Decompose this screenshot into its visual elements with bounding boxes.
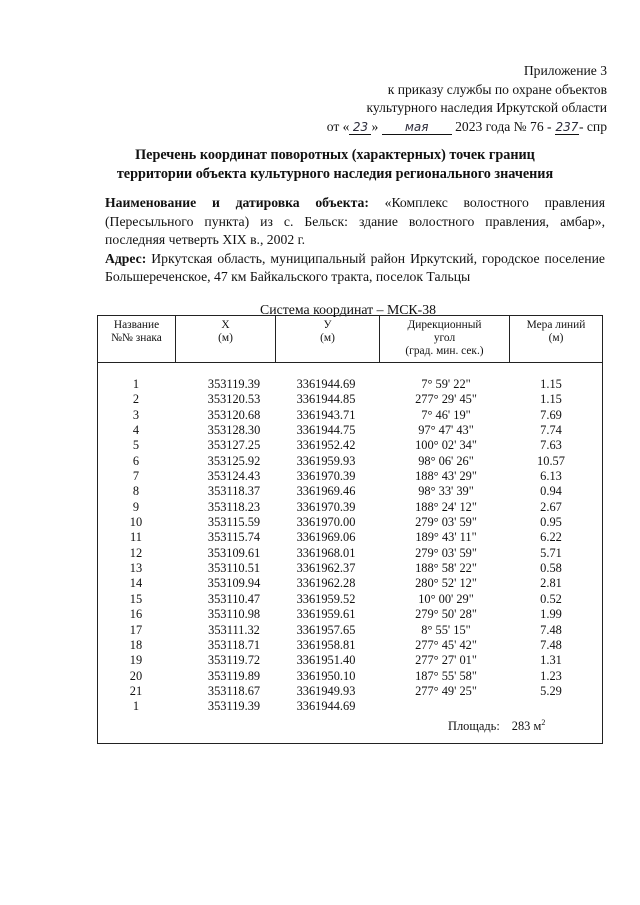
direction-angle: 280° 52' 12" bbox=[415, 576, 477, 591]
coord-y: 3361962.28 bbox=[296, 576, 356, 591]
coord-y: 3361959.61 bbox=[296, 607, 356, 622]
coord-y: 3361969.06 bbox=[296, 530, 356, 545]
coord-y: 3361949.93 bbox=[296, 683, 356, 698]
area-summary bbox=[448, 718, 545, 734]
coord-y: 3361957.65 bbox=[296, 622, 356, 637]
line-length: 1.99 bbox=[540, 607, 562, 622]
table-row bbox=[98, 561, 602, 576]
point-number: 7 bbox=[132, 469, 140, 484]
line-length: 2.67 bbox=[540, 499, 562, 514]
header-angle bbox=[380, 316, 509, 362]
coord-x: 353115.74 bbox=[207, 530, 261, 545]
line-length: 7.63 bbox=[540, 438, 562, 453]
point-number: 17 bbox=[129, 622, 143, 637]
direction-angle: 98° 06' 26" bbox=[418, 453, 474, 468]
coord-x: 353115.59 bbox=[207, 515, 261, 530]
table-row bbox=[98, 500, 602, 515]
object-name-paragraph bbox=[105, 194, 605, 250]
point-number: 21 bbox=[129, 683, 143, 698]
header-y-line: (м) bbox=[320, 332, 335, 344]
point-number: 14 bbox=[129, 576, 143, 591]
coord-x: 353110.47 bbox=[207, 591, 261, 606]
table-row bbox=[98, 684, 602, 699]
header-num-line: Название bbox=[113, 319, 160, 331]
table-body bbox=[98, 377, 602, 715]
table-row bbox=[98, 653, 602, 668]
line-length: 1.23 bbox=[540, 668, 562, 683]
point-number: 9 bbox=[132, 499, 140, 514]
table-row bbox=[98, 423, 602, 438]
table-row bbox=[98, 669, 602, 684]
direction-angle: 187° 55' 58" bbox=[415, 668, 477, 683]
header-angle-line: угол bbox=[433, 332, 456, 344]
table-row bbox=[98, 484, 602, 499]
table-row bbox=[98, 607, 602, 622]
line-length: 2.81 bbox=[540, 576, 562, 591]
table-row bbox=[98, 392, 602, 407]
table-header bbox=[98, 316, 602, 363]
point-number: 2 bbox=[132, 392, 140, 407]
direction-angle: 279° 50' 28" bbox=[415, 607, 477, 622]
coord-y: 3361943.71 bbox=[296, 407, 356, 422]
table-row bbox=[98, 454, 602, 469]
table-row bbox=[98, 592, 602, 607]
header-length bbox=[510, 316, 602, 362]
coord-x: 353119.72 bbox=[207, 653, 261, 668]
point-number: 15 bbox=[129, 591, 143, 606]
point-number: 12 bbox=[129, 545, 143, 560]
coord-x: 353118.23 bbox=[207, 499, 261, 514]
object-address-value: Иркутская область, муниципальный район Иркутский, городское поселение Большереченское, 47 км Байкальского тракта, поселок Тальцы bbox=[105, 250, 605, 285]
coord-x: 353119.89 bbox=[207, 668, 261, 683]
line-length: 5.29 bbox=[540, 683, 562, 698]
direction-angle: 7° 59' 22" bbox=[421, 377, 471, 391]
object-address-paragraph bbox=[105, 250, 605, 287]
coord-y: 3361968.01 bbox=[296, 545, 356, 560]
point-number: 1 bbox=[132, 699, 140, 714]
header-x bbox=[176, 316, 275, 362]
direction-angle: 277° 27' 01" bbox=[415, 653, 477, 668]
direction-angle: 279° 03' 59" bbox=[415, 545, 477, 560]
coordinates-table bbox=[97, 315, 603, 744]
header-x-line: (м) bbox=[218, 332, 233, 344]
line-length: 7.48 bbox=[540, 637, 562, 652]
appendix-number: Приложение 3 bbox=[523, 63, 607, 78]
table-row bbox=[98, 546, 602, 561]
coord-y: 3361951.40 bbox=[296, 653, 356, 668]
order-day-handwritten: 23 bbox=[349, 120, 371, 135]
table-row bbox=[98, 408, 602, 423]
header-y bbox=[276, 316, 379, 362]
area-unit-power: 2 bbox=[541, 718, 546, 727]
direction-angle: 279° 03' 59" bbox=[415, 515, 477, 530]
header-angle-line: (град. мин. сек.) bbox=[405, 345, 484, 357]
appendix-authority: культурного наследия Иркутской области bbox=[366, 100, 607, 115]
point-number: 8 bbox=[132, 484, 140, 499]
line-length: 0.58 bbox=[540, 561, 562, 576]
coord-y: 3361944.69 bbox=[296, 699, 356, 714]
header-length-line: (м) bbox=[548, 332, 564, 344]
order-suffix: - спр bbox=[578, 118, 607, 134]
table-caption: Система координат – МСК-38 bbox=[260, 302, 437, 317]
coord-x: 353128.30 bbox=[207, 423, 261, 438]
direction-angle: 7° 46' 19" bbox=[421, 407, 471, 422]
table-row bbox=[98, 623, 602, 638]
direction-angle: 277° 29' 45" bbox=[415, 392, 477, 407]
direction-angle: 8° 55' 15" bbox=[421, 622, 471, 637]
coord-y: 3361952.42 bbox=[296, 438, 356, 453]
direction-angle: 188° 24' 12" bbox=[415, 499, 477, 514]
header-angle-line: Дирекционный bbox=[407, 319, 482, 331]
line-length: 0.52 bbox=[540, 591, 562, 606]
header-num-line: №№ знака bbox=[111, 332, 162, 344]
area-value: 283 bbox=[511, 719, 531, 734]
coord-x: 353118.67 bbox=[207, 683, 261, 698]
header-num bbox=[98, 316, 175, 362]
direction-angle: 10° 00' 29" bbox=[418, 591, 474, 606]
line-length: 7.69 bbox=[540, 407, 562, 422]
point-number: 4 bbox=[132, 423, 140, 438]
table-row bbox=[98, 576, 602, 591]
coord-x: 353120.53 bbox=[207, 392, 261, 407]
line-length: 7.74 bbox=[540, 423, 562, 438]
coord-x: 353118.71 bbox=[207, 637, 261, 652]
coord-y: 3361950.10 bbox=[296, 668, 356, 683]
order-month-handwritten: мая bbox=[382, 120, 452, 135]
header-x-line: Х bbox=[221, 319, 230, 331]
coord-x: 353127.25 bbox=[207, 438, 261, 453]
point-number: 19 bbox=[129, 653, 143, 668]
coord-y: 3361962.37 bbox=[296, 561, 356, 576]
coord-y: 3361944.85 bbox=[296, 392, 356, 407]
object-name-value: «Комплекс волостного правления (Пересыльного пункта) из с. Бельск: здание волостного правления, амбар», последняя четверть XIX в., 2002 г. bbox=[105, 195, 605, 248]
direction-angle: 277° 45' 42" bbox=[415, 637, 477, 652]
point-number: 16 bbox=[129, 607, 143, 622]
coord-x: 353120.68 bbox=[207, 407, 261, 422]
order-year: 2023 года № 76 - bbox=[455, 118, 552, 134]
document-title bbox=[70, 146, 600, 184]
table-row bbox=[98, 377, 602, 392]
direction-angle: 97° 47' 43" bbox=[418, 423, 474, 438]
table-row bbox=[98, 469, 602, 484]
coord-y: 3361959.93 bbox=[296, 453, 356, 468]
coord-y: 3361970.39 bbox=[296, 469, 356, 484]
coord-x: 353109.61 bbox=[207, 545, 261, 560]
point-number: 18 bbox=[129, 637, 143, 652]
coord-y: 3361958.81 bbox=[296, 637, 356, 652]
object-address-label: Адрес: bbox=[105, 250, 147, 266]
point-number: 20 bbox=[129, 668, 143, 683]
line-length: 1.15 bbox=[540, 392, 562, 407]
line-length: 7.48 bbox=[540, 622, 562, 637]
appendix-header bbox=[327, 62, 607, 136]
area-unit bbox=[533, 719, 545, 733]
point-number: 11 bbox=[130, 530, 142, 545]
area-label: Площадь: bbox=[448, 719, 500, 734]
header-y-line: У bbox=[323, 319, 332, 331]
point-number: 3 bbox=[132, 407, 140, 422]
coord-x: 353111.32 bbox=[208, 622, 260, 637]
order-mid: » bbox=[371, 118, 379, 134]
direction-angle: 188° 58' 22" bbox=[415, 561, 477, 576]
table-row bbox=[98, 438, 602, 453]
point-number: 1 bbox=[132, 377, 140, 391]
direction-angle: 188° 43' 29" bbox=[415, 469, 477, 484]
coord-x: 353110.98 bbox=[207, 607, 261, 622]
line-length: 6.13 bbox=[540, 469, 562, 484]
coord-x: 353119.39 bbox=[207, 377, 261, 391]
coord-x: 353118.37 bbox=[207, 484, 261, 499]
coord-y: 3361970.39 bbox=[296, 499, 356, 514]
line-length: 1.31 bbox=[540, 653, 562, 668]
direction-angle: 277° 49' 25" bbox=[415, 683, 477, 698]
object-name-label: Наименование и датировка объекта: bbox=[105, 195, 369, 210]
object-info bbox=[105, 194, 605, 287]
coord-x: 353109.94 bbox=[207, 576, 261, 591]
order-number-handwritten: 237 bbox=[555, 119, 579, 134]
point-number: 13 bbox=[129, 561, 143, 576]
area-unit-base: м bbox=[533, 719, 542, 734]
line-length: 6.22 bbox=[540, 530, 562, 545]
header-length-line: Мера линий bbox=[526, 319, 586, 331]
direction-angle: 100° 02' 34" bbox=[415, 438, 477, 453]
table-row bbox=[98, 638, 602, 653]
title-line-1: Перечень координат поворотных (характерных) точек границ bbox=[135, 147, 535, 163]
line-length: 1.15 bbox=[540, 377, 562, 391]
order-prefix: от « bbox=[326, 118, 350, 134]
point-number: 6 bbox=[132, 453, 140, 468]
coord-x: 353124.43 bbox=[207, 469, 261, 484]
table-row bbox=[98, 699, 602, 714]
appendix-order-ref: к приказу службы по охране объектов bbox=[387, 81, 607, 97]
line-length: 5.71 bbox=[540, 545, 562, 560]
coord-y: 3361959.52 bbox=[296, 591, 356, 606]
table-row bbox=[98, 530, 602, 545]
line-length: 0.95 bbox=[540, 515, 562, 530]
point-number: 5 bbox=[132, 438, 140, 453]
line-length: 0.94 bbox=[540, 484, 562, 499]
coord-y: 3361944.75 bbox=[296, 423, 356, 438]
coord-x: 353125.92 bbox=[207, 453, 261, 468]
point-number: 10 bbox=[129, 515, 143, 530]
coord-y: 3361969.46 bbox=[296, 484, 356, 499]
direction-angle: 98° 33' 39" bbox=[418, 484, 474, 499]
table-row bbox=[98, 515, 602, 530]
appendix-order-date bbox=[327, 118, 607, 137]
title-line-2: территории объекта культурного наследия регионального значения bbox=[116, 166, 554, 182]
direction-angle: 189° 43' 11" bbox=[415, 530, 477, 545]
coord-x: 353119.39 bbox=[207, 699, 261, 714]
line-length: 10.57 bbox=[537, 453, 565, 468]
coord-x: 353110.51 bbox=[207, 561, 261, 576]
coord-y: 3361944.69 bbox=[296, 377, 356, 391]
coord-y: 3361970.00 bbox=[296, 515, 356, 530]
